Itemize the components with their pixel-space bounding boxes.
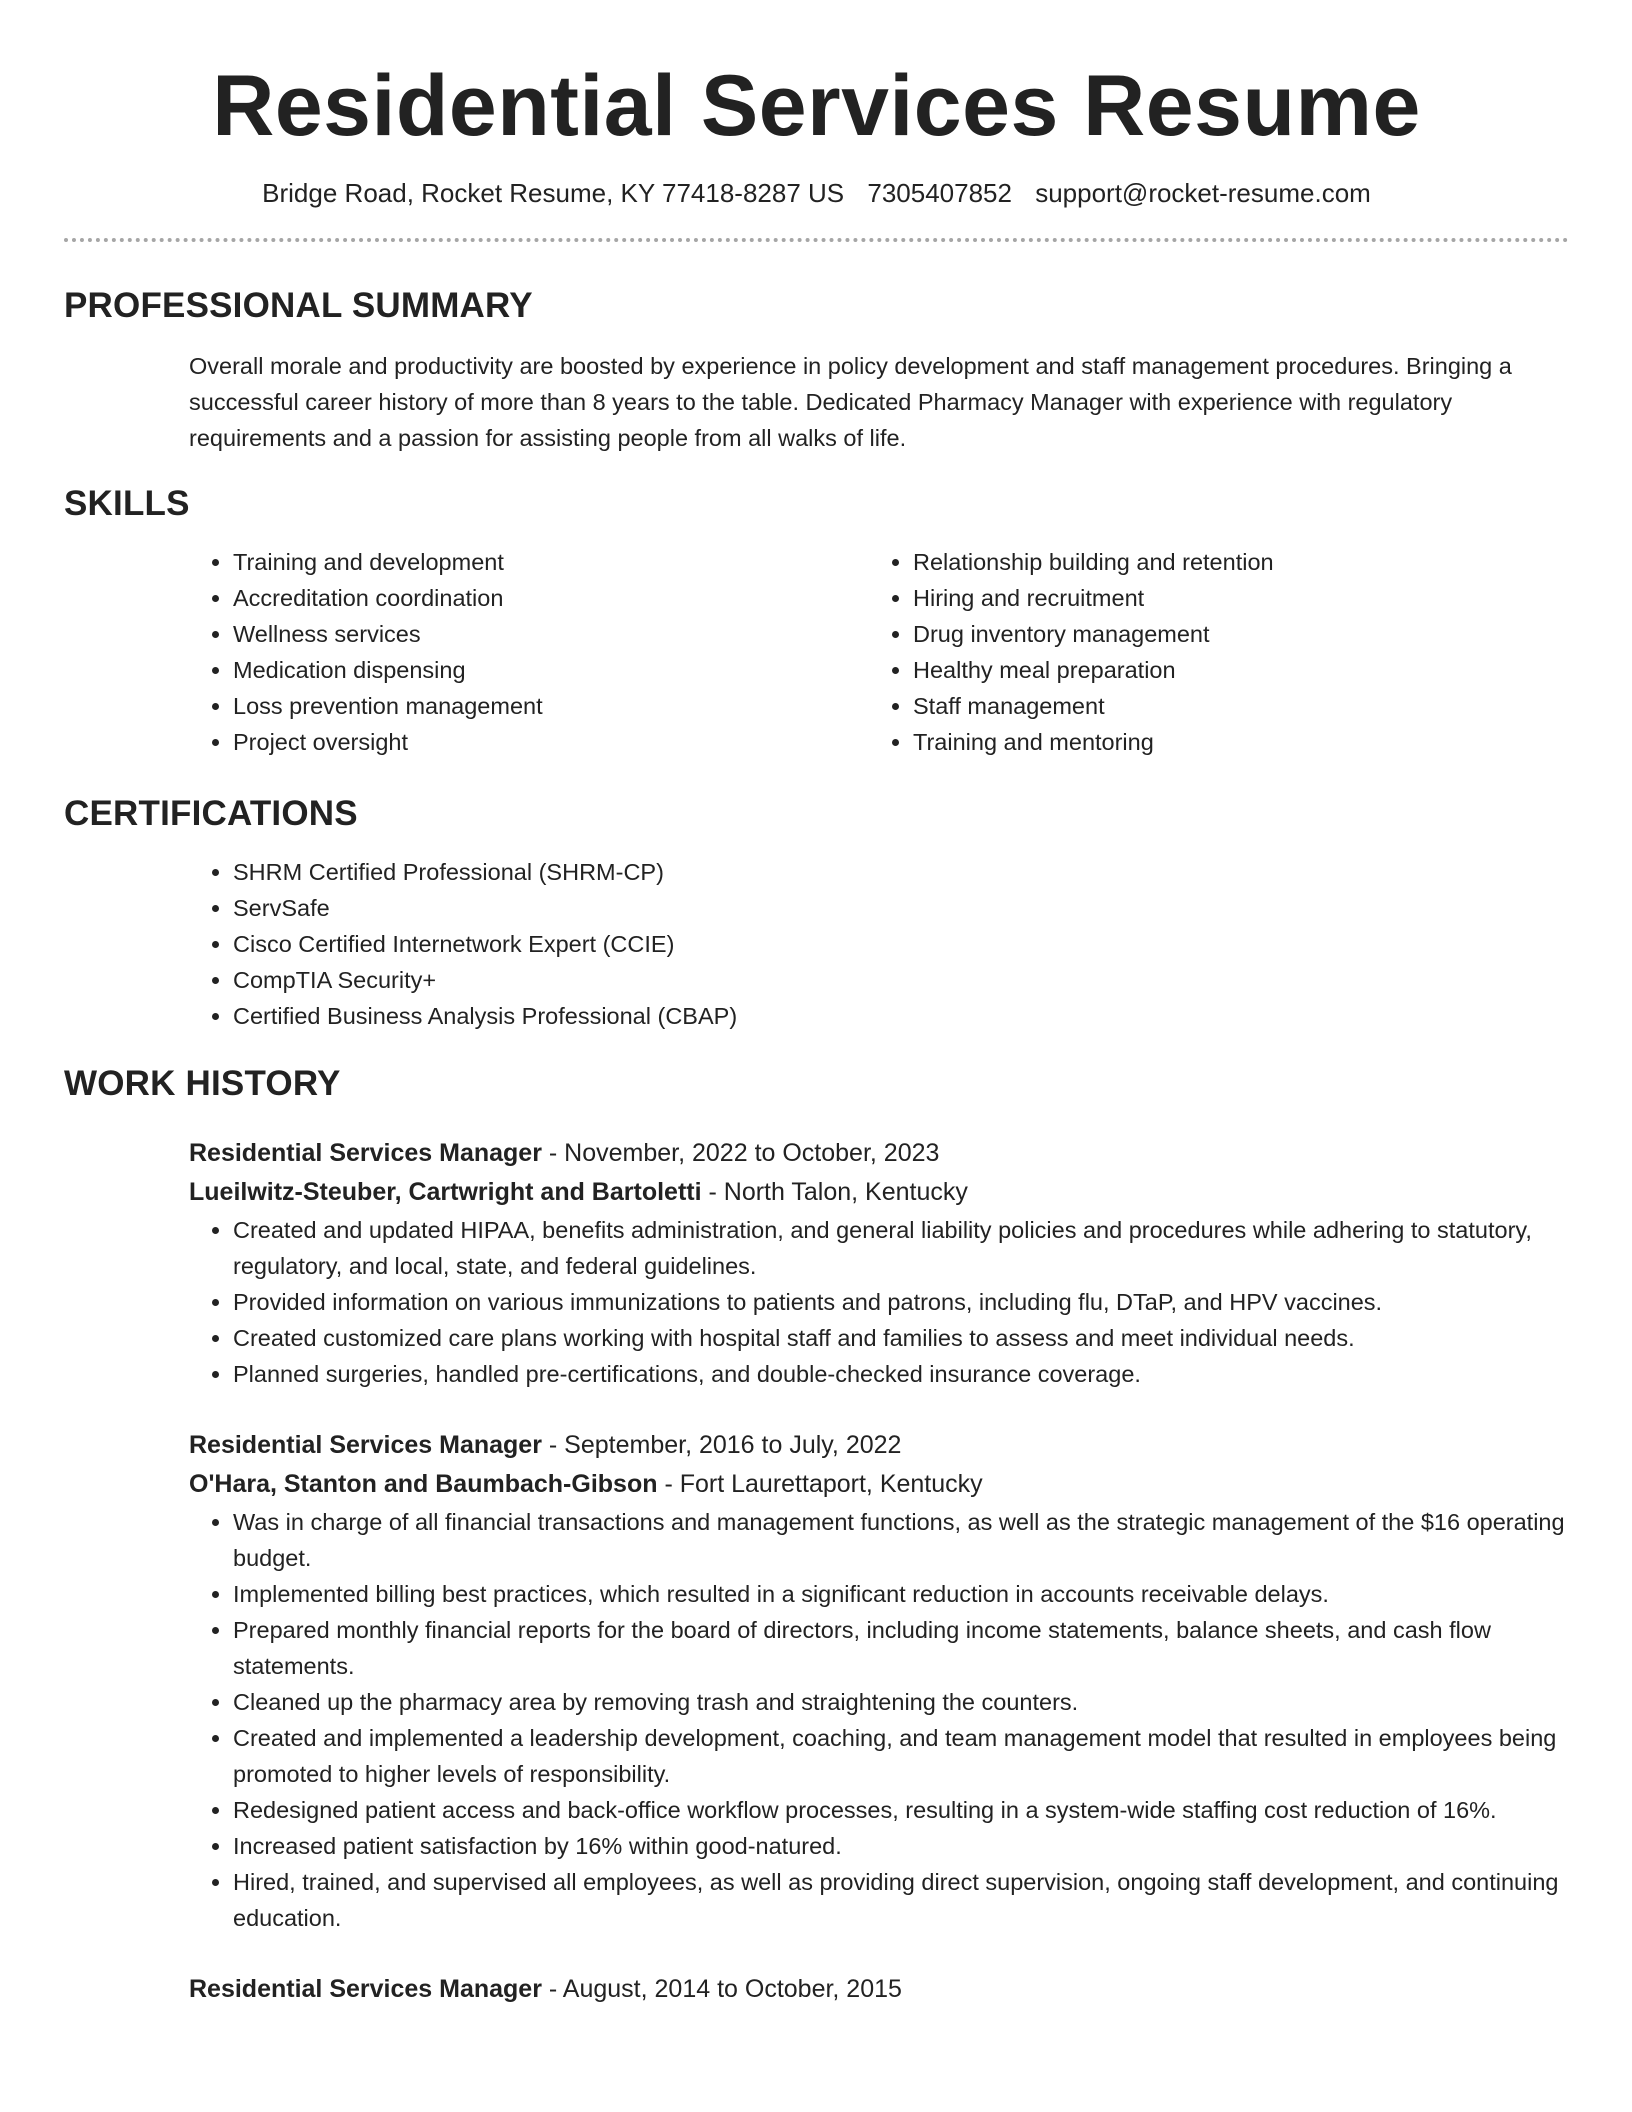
job-bullet: • Increased patient satisfaction by 16% within good-natured.	[233, 1828, 1618, 1864]
header-divider	[64, 238, 1569, 242]
skill-item: • Accreditation coordination	[233, 580, 869, 616]
skills-heading: SKILLS	[64, 484, 190, 523]
skill-item: • Wellness services	[233, 616, 869, 652]
skills-section	[64, 484, 1569, 760]
contact-email: support@rocket-resume.com	[1035, 178, 1371, 208]
job-bullet: • Cleaned up the pharmacy area by removing trash and straightening the counters.	[233, 1684, 1618, 1720]
job-bullet: • Implemented billing best practices, which resulted in a significant reduction in accounts receivable delays.	[233, 1576, 1618, 1612]
work-history-section	[64, 1064, 1569, 2009]
skill-item: • Drug inventory management	[913, 616, 1549, 652]
skill-item: • Training and development	[233, 544, 869, 580]
skill-item: • Hiring and recruitment	[913, 580, 1549, 616]
skill-item: • Staff management	[913, 688, 1549, 724]
skill-item: • Training and mentoring	[913, 724, 1549, 760]
contact-phone: 7305407852	[867, 178, 1012, 208]
job-title: Residential Services Manager	[189, 1139, 542, 1167]
resume-title: Residential Services Resume	[212, 58, 1421, 154]
skills-list-right	[869, 544, 1549, 760]
job-title-line	[189, 1134, 1569, 1173]
summary-heading: PROFESSIONAL SUMMARY	[64, 286, 533, 325]
skill-item: • Medication dispensing	[233, 652, 869, 688]
job-entry	[189, 1426, 1569, 1936]
job-entry	[189, 1970, 1569, 2009]
skill-item: • Healthy meal preparation	[913, 652, 1549, 688]
job-bullets	[189, 1504, 1618, 1936]
skills-column-left	[189, 544, 869, 760]
job-title-line	[189, 1426, 1569, 1465]
certification-item: • SHRM Certified Professional (SHRM-CP)	[233, 854, 1569, 890]
skill-item: • Relationship building and retention	[913, 544, 1549, 580]
job-dates: - September, 2016 to July, 2022	[541, 1431, 902, 1459]
job-location: - North Talon, Kentucky	[701, 1178, 968, 1206]
summary-text: Overall morale and productivity are boosted by experience in policy development and staff management procedures. Bringing a successful career history of more than 8 years to the table. Dedicated Pharmacy Manager with experience with regulatory requirements and a passion for assisting people from all walks of life.	[189, 353, 1512, 451]
resume-page	[64, 0, 1569, 2009]
work-history-heading: WORK HISTORY	[64, 1064, 341, 1103]
job-bullet: • Prepared monthly financial reports for the board of directors, including income statements, balance sheets, and cash flow statements.	[233, 1612, 1618, 1684]
certification-item: • Cisco Certified Internetwork Expert (CCIE)	[233, 926, 1569, 962]
certification-item: • ServSafe	[233, 890, 1569, 926]
contact-address: Bridge Road, Rocket Resume, KY 77418-8287 US	[262, 178, 845, 208]
contact-line	[64, 178, 1569, 208]
job-bullet: • Provided information on various immunizations to patients and patrons, including flu, DTaP, and HPV vaccines.	[233, 1284, 1618, 1320]
job-title-line	[189, 1970, 1569, 2009]
job-bullet: • Created customized care plans working with hospital staff and families to assess and meet individual needs.	[233, 1320, 1618, 1356]
job-company-line	[189, 1173, 1569, 1212]
job-bullet: • Planned surgeries, handled pre-certifications, and double-checked insurance coverage.	[233, 1356, 1618, 1392]
skill-item: • Loss prevention management	[233, 688, 869, 724]
job-bullet: • Redesigned patient access and back-office workflow processes, resulting in a system-wide staffing cost reduction of 16%.	[233, 1792, 1618, 1828]
certifications-list-wrap	[189, 854, 1569, 1034]
job-company: Lueilwitz-Steuber, Cartwright and Bartoletti	[189, 1178, 702, 1206]
certifications-section	[64, 794, 1569, 1034]
job-bullets	[189, 1212, 1618, 1392]
job-dates: - August, 2014 to October, 2015	[541, 1975, 902, 2003]
job-company-line	[189, 1465, 1569, 1504]
job-dates: - November, 2022 to October, 2023	[541, 1139, 940, 1167]
job-bullet: • Hired, trained, and supervised all employees, as well as providing direct supervision, ongoing staff development, and continuing education.	[233, 1864, 1618, 1936]
skills-grid	[189, 544, 1569, 760]
job-bullet: • Was in charge of all financial transactions and management functions, as well as the strategic management of the $16 operating budget.	[233, 1504, 1618, 1576]
certification-item: • Certified Business Analysis Professional (CBAP)	[233, 998, 1569, 1034]
certifications-list	[189, 854, 1569, 1034]
skill-item: • Project oversight	[233, 724, 869, 760]
job-company: O'Hara, Stanton and Baumbach-Gibson	[189, 1470, 658, 1498]
job-title: Residential Services Manager	[189, 1975, 542, 2003]
certification-item: • CompTIA Security+	[233, 962, 1569, 998]
skills-list-left	[189, 544, 869, 760]
certifications-heading: CERTIFICATIONS	[64, 794, 358, 833]
job-title: Residential Services Manager	[189, 1431, 542, 1459]
skills-column-right	[869, 544, 1549, 760]
job-bullet: • Created and implemented a leadership development, coaching, and team management model that resulted in employees being promoted to higher levels of responsibility.	[233, 1720, 1618, 1792]
job-bullet: • Created and updated HIPAA, benefits administration, and general liability policies and procedures while adhering to statutory, regulatory, and local, state, and federal guidelines.	[233, 1212, 1618, 1284]
summary-section	[64, 286, 1569, 456]
job-location: - Fort Laurettaport, Kentucky	[657, 1470, 983, 1498]
job-entry	[189, 1134, 1569, 1392]
